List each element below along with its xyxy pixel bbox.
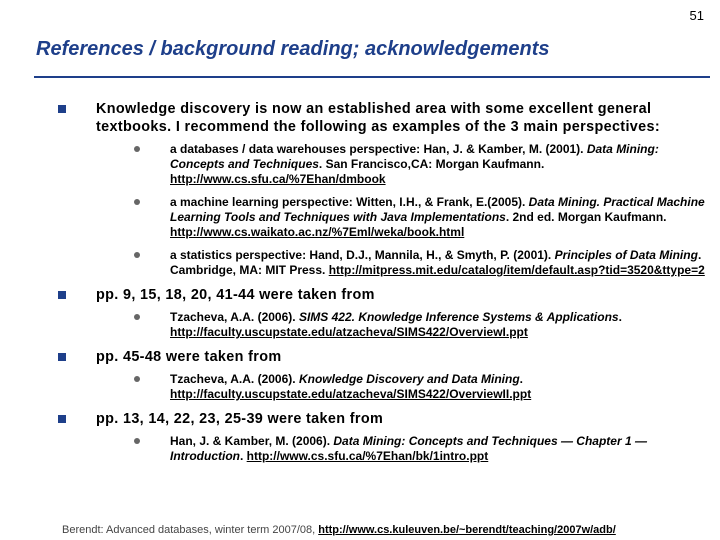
footer-link[interactable]: http://www.cs.kuleuven.be/~berendt/teaching/2007w/adb/ (318, 524, 616, 536)
citation-publisher: . San Francisco,CA: Morgan Kaufmann. (318, 157, 545, 171)
round-bullet-icon (134, 252, 140, 258)
page-number: 51 (689, 8, 704, 23)
citation-title: Data Mining: Concepts and Techniques (170, 142, 659, 171)
citation-publisher: . (239, 449, 247, 463)
footer-text: Berendt: Advanced databases, winter term 2007/08, (62, 524, 319, 536)
page-title: References / background reading; acknowledgements (36, 38, 550, 60)
citation-title: Data Mining: Concepts and Techniques — Chapter 1 — Introduction (170, 434, 647, 463)
sub-item-han-kamber (134, 434, 708, 464)
citation-text: Tzacheva, A.A. (2006). (170, 372, 299, 386)
citation-link[interactable]: http://www.cs.waikato.ac.nz/%7Eml/weka/book.html (170, 225, 465, 239)
square-bullet-icon (58, 353, 66, 361)
sub-item-machine-learning (134, 195, 708, 240)
citation-publisher: . (618, 310, 622, 324)
square-bullet-icon (58, 415, 66, 423)
round-bullet-icon (134, 314, 140, 320)
bullet-item-pages-1 (58, 286, 708, 340)
citation-publisher: . (519, 372, 524, 386)
citation-title: Knowledge Discovery and Data Mining (298, 372, 520, 386)
title-rule (34, 76, 710, 78)
citation-text: a databases / data warehouses perspective: Han, J. & Kamber, M. (2001). (170, 142, 587, 156)
round-bullet-icon (134, 376, 140, 382)
citation-title: SIMS 422. Knowledge Inference Systems & Applications (298, 310, 619, 324)
sub-item-databases (134, 142, 708, 187)
bullet-text: pp. 13, 14, 22, 23, 25-39 were taken from (96, 411, 384, 427)
bullet-item-pages-2 (58, 348, 708, 402)
reference-list (58, 100, 708, 472)
citation-text: Tzacheva, A.A. (2006). (170, 310, 299, 324)
citation-text: Han, J. & Kamber, M. (2006). (170, 434, 334, 448)
citation-publisher: . 2nd ed. Morgan Kaufmann. (505, 210, 667, 224)
citation-title: Data Mining. Practical Machine Learning Tools and Techniques with Java Implementations (170, 195, 705, 224)
sub-item-tzacheva-1 (134, 310, 708, 340)
citation-publisher: . Cambridge, MA: MIT Press. (170, 248, 702, 277)
citation-link[interactable]: http://www.cs.sfu.ca/%7Ehan/dmbook (170, 172, 386, 186)
citation-title: Principles of Data Mining (554, 248, 698, 262)
sub-item-statistics (134, 248, 708, 278)
bullet-text: pp. 9, 15, 18, 20, 41-44 were taken from (96, 287, 375, 303)
round-bullet-icon (134, 199, 140, 205)
round-bullet-icon (134, 438, 140, 444)
sub-item-tzacheva-2 (134, 372, 708, 402)
footer (62, 524, 616, 536)
citation-link[interactable]: http://mitpress.mit.edu/catalog/item/default.asp?tid=3520&ttype=2 (328, 263, 705, 277)
bullet-item-textbooks (58, 100, 708, 278)
citation-link[interactable]: http://faculty.uscupstate.edu/atzacheva/SIMS422/OverviewI.ppt (170, 325, 528, 339)
square-bullet-icon (58, 105, 66, 113)
bullet-item-pages-3 (58, 410, 708, 464)
square-bullet-icon (58, 291, 66, 299)
bullet-text: pp. 45-48 were taken from (96, 349, 282, 365)
citation-link[interactable]: http://faculty.uscupstate.edu/atzacheva/SIMS422/OverviewII.ppt (170, 387, 532, 401)
citation-text: a machine learning perspective: Witten, I.H., & Frank, E.(2005). (170, 195, 529, 209)
citation-text: a statistics perspective: Hand, D.J., Mannila, H., & Smyth, P. (2001). (170, 248, 555, 262)
bullet-text: Knowledge discovery is now an established area with some excellent general textbooks. I recommend the following as examples of the 3 main perspectives: (96, 101, 660, 135)
citation-link[interactable]: http://www.cs.sfu.ca/%7Ehan/bk/1intro.ppt (246, 449, 489, 463)
round-bullet-icon (134, 146, 140, 152)
